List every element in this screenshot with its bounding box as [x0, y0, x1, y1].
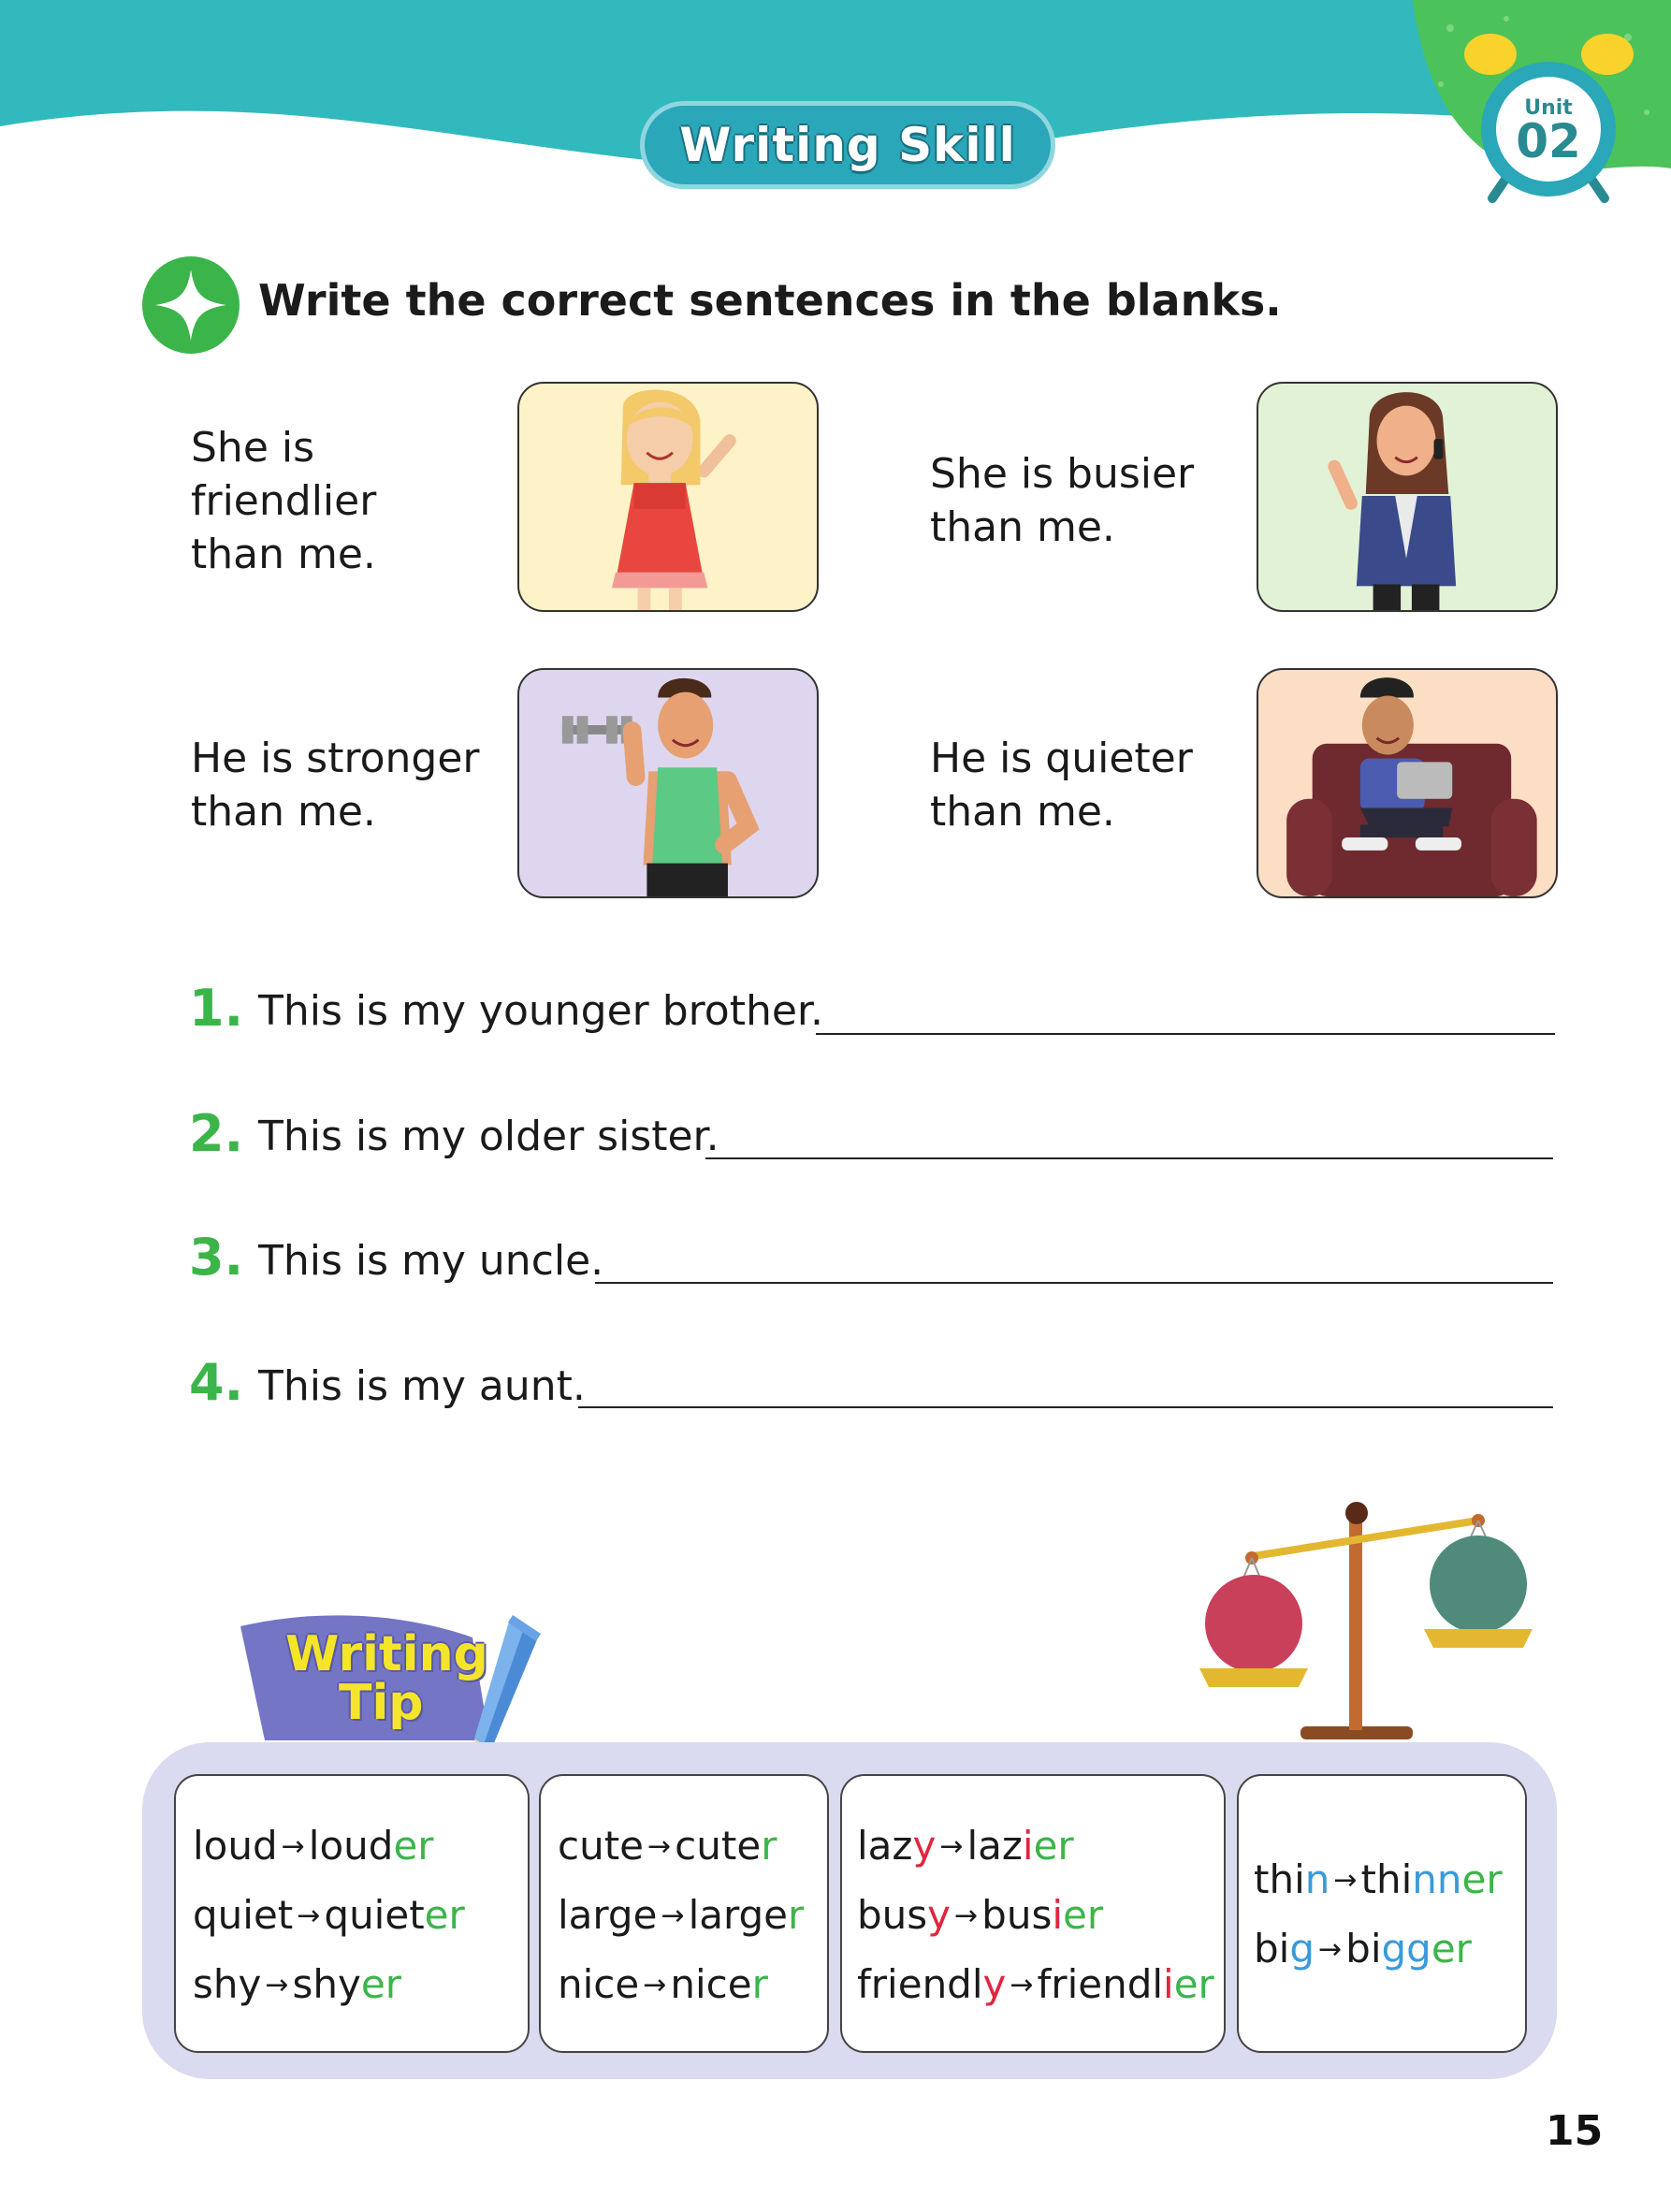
arrow-icon: →	[661, 1899, 685, 1932]
page-number: 15	[1546, 2107, 1604, 2155]
tip-rule	[857, 1823, 1074, 1869]
tip-word-part: bi	[1345, 1926, 1382, 1972]
tip-rule	[558, 1892, 804, 1938]
tip-box-3	[840, 1774, 1226, 2053]
arrow-icon: →	[1010, 1969, 1034, 2001]
sentence-card-1: She is friendlier than me.	[191, 424, 377, 578]
tip-word-part: er	[424, 1892, 465, 1938]
tip-word-part: er	[1033, 1823, 1074, 1869]
sentence-card-4: He is quieter than me.	[930, 735, 1193, 836]
writing-tip-label-line1: Writing	[285, 1626, 488, 1682]
section-title-badge	[640, 101, 1055, 189]
tip-word-part: er	[1431, 1926, 1472, 1972]
boy-with-tablet-picture	[1257, 668, 1558, 898]
tip-word-part: bus	[981, 1892, 1053, 1938]
tip-word-part: i	[1052, 1892, 1064, 1938]
arrow-icon: →	[643, 1969, 667, 2001]
answer-line-4[interactable]	[578, 1406, 1553, 1408]
section-title: Writing Skill	[679, 118, 1016, 172]
arrow-icon: →	[939, 1830, 964, 1863]
tip-word-part: y	[927, 1892, 952, 1938]
girl-waving-picture	[517, 382, 819, 612]
question-4-number: 4.	[189, 1353, 244, 1412]
tip-word-part: er	[1063, 1892, 1104, 1938]
tip-box-4	[1237, 1774, 1527, 2053]
arrow-icon: →	[647, 1830, 672, 1863]
tip-word-part: er	[393, 1823, 434, 1869]
sentence-card-3: He is stronger than me.	[191, 735, 480, 836]
tip-rule	[193, 1961, 401, 2007]
question-1-number: 1.	[189, 979, 244, 1038]
writing-tip-label-line2: Tip	[339, 1675, 424, 1731]
tip-word-part: er	[1173, 1961, 1214, 2007]
tip-rule	[558, 1823, 777, 1869]
man-lifting-dumbbell-picture	[517, 668, 819, 898]
answer-line-2[interactable]	[705, 1157, 1553, 1159]
tip-word-part: nn	[1412, 1856, 1462, 1902]
arrow-icon: →	[297, 1899, 321, 1932]
tip-rule	[857, 1892, 1103, 1938]
woman-on-phone-picture	[1257, 382, 1558, 612]
tip-word-part: n	[1304, 1856, 1330, 1902]
arrow-icon: →	[1318, 1933, 1343, 1966]
tip-word-part: r	[761, 1823, 777, 1869]
tip-word-part: i	[1022, 1823, 1034, 1869]
tip-word-part: loud	[308, 1823, 394, 1869]
tip-word-part: er	[1461, 1856, 1503, 1902]
tip-word-part: thi	[1360, 1856, 1413, 1902]
arrow-icon: →	[1333, 1864, 1358, 1897]
tip-word-part: r	[751, 1961, 768, 2007]
unit-label: Unit	[1524, 96, 1573, 120]
tip-word-part: cute	[675, 1823, 762, 1869]
tip-word-part: friendl	[857, 1961, 983, 2007]
tip-word-part: y	[912, 1823, 937, 1869]
tip-word-part: large	[688, 1892, 789, 1938]
tip-word-part: nice	[670, 1961, 752, 2007]
tip-word-part: bus	[857, 1892, 928, 1938]
tip-word-part: er	[360, 1961, 401, 2007]
balance-scale-icon	[1188, 1502, 1544, 1754]
arrow-icon: →	[954, 1899, 979, 1932]
tip-rule	[1254, 1856, 1503, 1902]
question-2-text: This is my older sister.	[258, 1113, 719, 1160]
question-3-number: 3.	[189, 1228, 244, 1287]
tip-box-1	[174, 1774, 530, 2053]
tip-word-part: cute	[558, 1823, 645, 1869]
tip-rule	[857, 1961, 1214, 2007]
tip-word-part: shy	[292, 1961, 361, 2007]
tip-rule	[193, 1892, 465, 1938]
question-2-number: 2.	[189, 1104, 244, 1163]
arrow-icon: →	[281, 1830, 305, 1863]
tip-word-part: nice	[558, 1961, 640, 2007]
tip-word-part: quiet	[324, 1892, 425, 1938]
question-1-text: This is my younger brother.	[258, 987, 823, 1035]
tip-word-part: laz	[966, 1823, 1023, 1869]
arrow-icon: →	[265, 1969, 289, 2001]
tip-word-part: quiet	[193, 1892, 294, 1938]
tip-word-part: friendl	[1037, 1961, 1164, 2007]
answer-line-1[interactable]	[816, 1033, 1555, 1035]
tip-rule	[193, 1823, 434, 1869]
sparkle-icon	[142, 256, 240, 354]
tip-box-2	[539, 1774, 829, 2053]
question-3-text: This is my uncle.	[258, 1237, 604, 1285]
tip-rule	[558, 1961, 768, 2007]
sentence-card-2: She is busier than me.	[930, 450, 1195, 551]
unit-number: 02	[1516, 114, 1581, 168]
tip-rule	[1254, 1926, 1472, 1972]
answer-line-3[interactable]	[595, 1282, 1553, 1284]
tip-word-part: g	[1289, 1926, 1315, 1972]
tip-word-part: laz	[857, 1823, 913, 1869]
unit-clock-badge	[1394, 0, 1671, 215]
question-4-text: This is my aunt.	[258, 1362, 586, 1410]
tip-word-part: i	[1163, 1961, 1174, 2007]
tip-word-part: large	[558, 1892, 658, 1938]
tip-word-part: bi	[1254, 1926, 1290, 1972]
tip-word-part: thi	[1254, 1856, 1305, 1902]
tip-word-part: gg	[1381, 1926, 1431, 1972]
tip-word-part: loud	[193, 1823, 278, 1869]
instruction-text: Write the correct sentences in the blanks.	[258, 275, 1282, 326]
tip-word-part: shy	[193, 1961, 262, 2007]
tip-word-part: r	[788, 1892, 805, 1938]
tip-word-part: y	[982, 1961, 1007, 2007]
